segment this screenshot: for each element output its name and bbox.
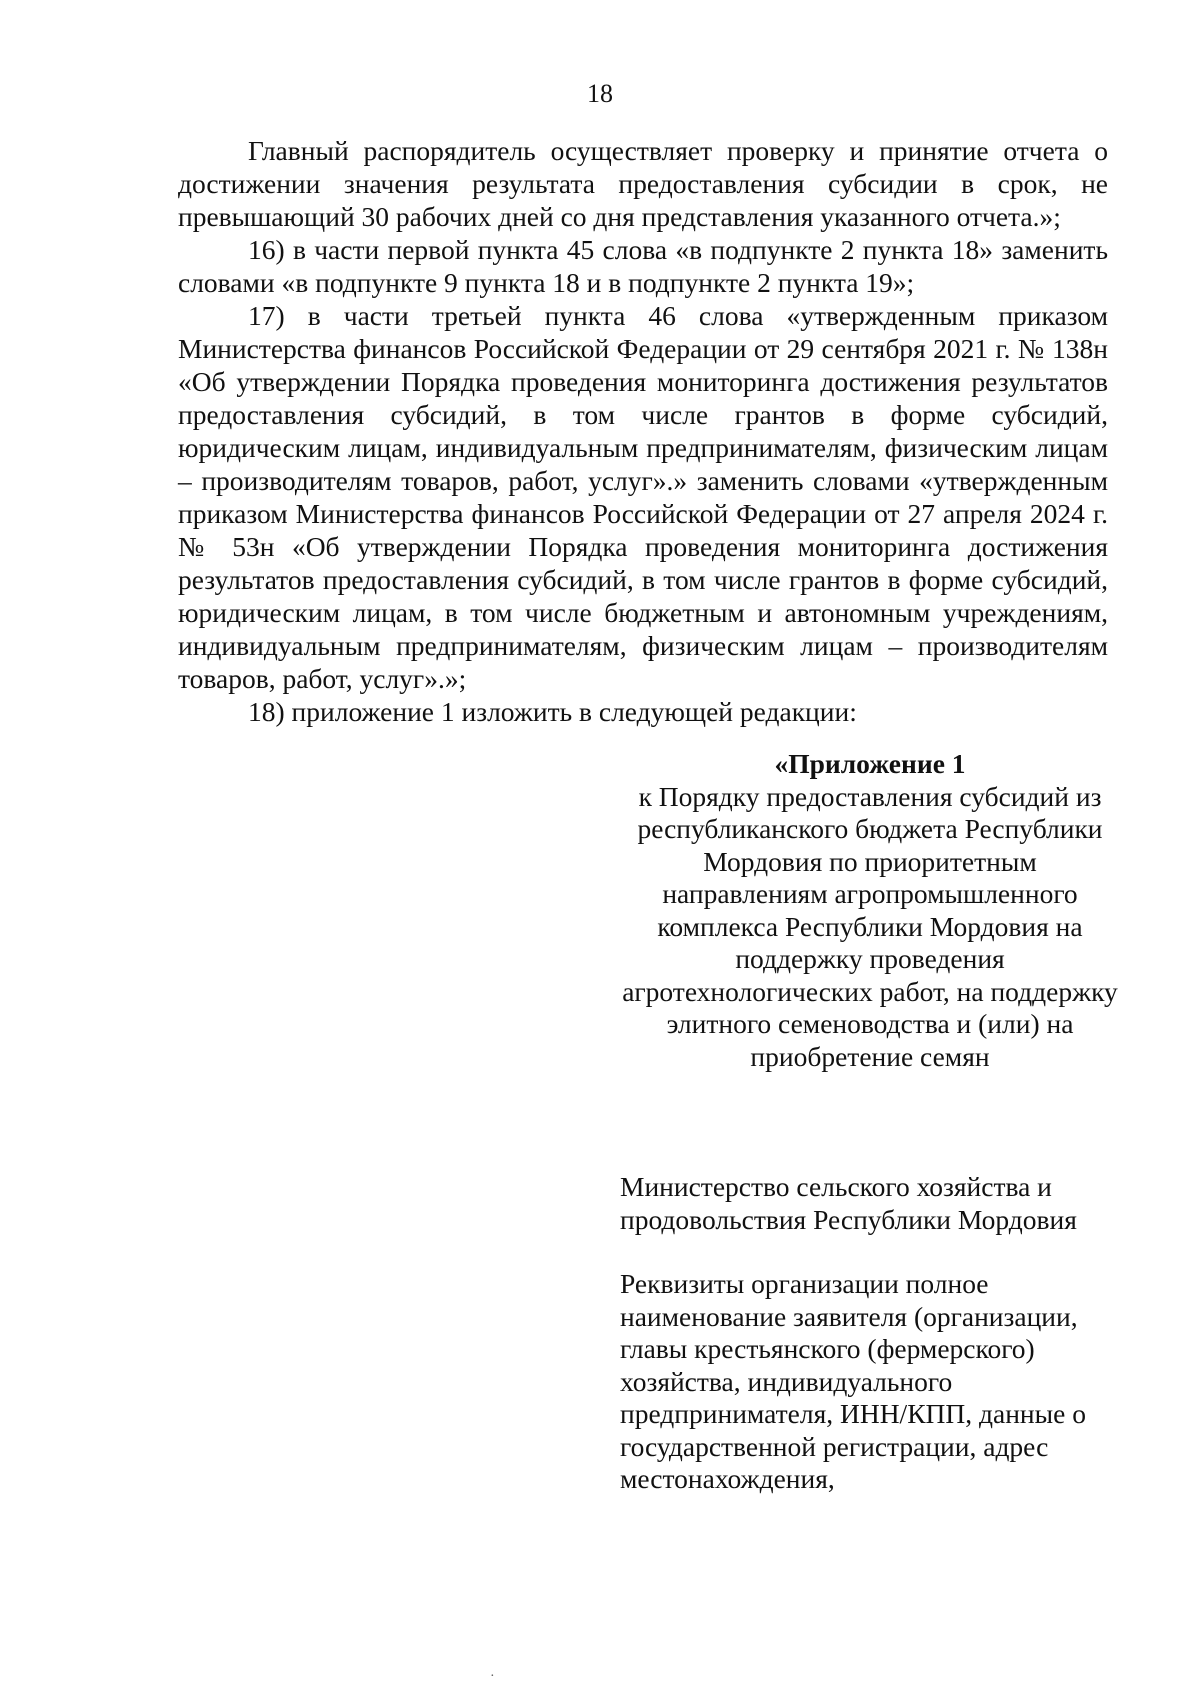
paragraph-item-18: 18) приложение 1 изложить в следующей редакции: <box>248 696 857 727</box>
paragraph-item-16: 16) в части первой пункта 45 слова «в подпункте 2 пункта 18» заменить словами «в подпункте 9 пункта 18 и в подпункте 2 пункта 19»; <box>178 234 1108 298</box>
recipient-ministry: Министерство сельского хозяйства и продовольствия Республики Мордовия <box>620 1171 1077 1235</box>
page-number: 18 <box>587 79 613 108</box>
attachment-subtitle: к Порядку предоставления субсидий из республиканского бюджета Республики Мордовия по приоритетным направлениям агропромышленного комплекса Республики Мордовия на поддержку проведения агротехнологических работ, на поддержку элитного семеноводства и (или) на приобретение семян <box>622 780 1118 1072</box>
paragraph-item-17: 17) в части третьей пункта 46 слова «утвержденным приказом Министерства финансов Российской Федерации от 29 сентября 2021 г. № 138н «Об утверждении Порядка проведения мониторинга достижения результатов предоставления субсидий, в том числе грантов в форме субсидий, юридическим лицам, индивидуальным предпринимателям, физическим лицам – производителям товаров, работ, услуг».» заменить словами «утвержденным приказом Министерства финансов Российской Федерации от 27 апреля 2024 г. № 53н «Об утверждении Порядка проведения мониторинга достижения результатов предоставления субсидий, в том числе грантов в форме субсидий, юридическим лицам, в том числе бюджетным и автономным учреждениям, индивидуальным предпринимателям, физическим лицам – производителям товаров, работ, услуг».»; <box>178 300 1108 694</box>
paragraph-report-check: Главный распорядитель осуществляет проверку и принятие отчета о достижении значения результата предоставления субсидии в срок, не превышающий 30 рабочих дней со дня представления указанного отчета.»; <box>178 135 1108 232</box>
organization-requisites: Реквизиты организации полное наименование заявителя (организации, главы крестьянского (фермерского) хозяйства, индивидуального предпринимателя, ИНН/КПП, данные о государственной регистрации, адрес местонахождения, <box>620 1268 1086 1494</box>
attachment-header <box>620 748 1120 1496</box>
scan-dot-mark: · <box>490 1669 495 1684</box>
attachment-title: «Приложение 1 <box>774 748 966 779</box>
document-body <box>178 134 1108 728</box>
